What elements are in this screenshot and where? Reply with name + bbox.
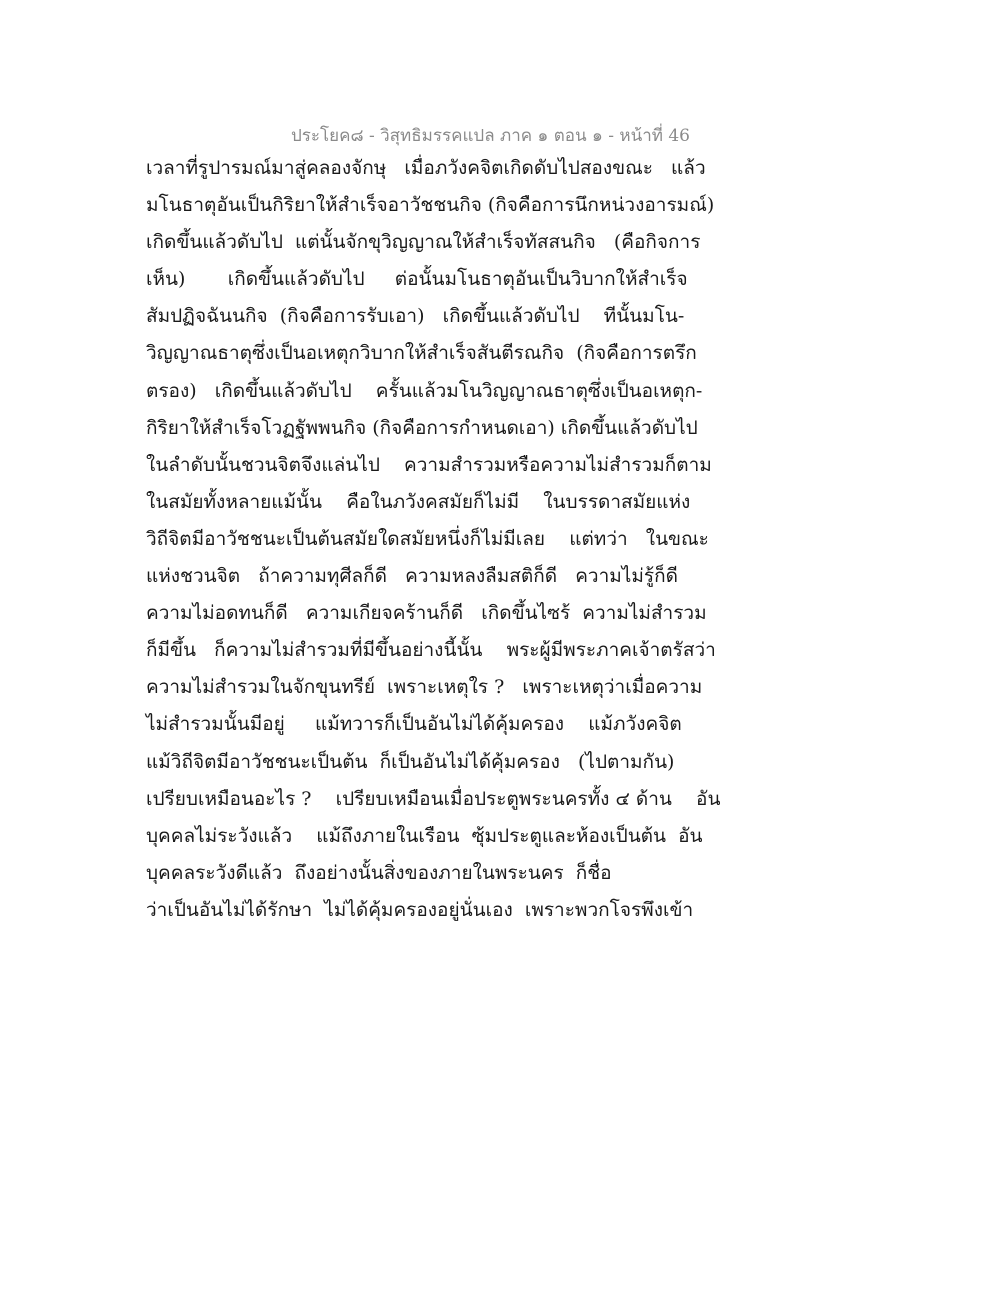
text-line: ความไม่สำรวมในจักขุนทรีย์ เพราะเหตุใร ? เพราะเหตุว่าเมื่อความ [146,676,703,699]
text-line: ในลำดับนั้นชวนจิตจึงแล่นไป ความสำรวมหรือความไม่สำรวมก็ตาม [146,453,712,476]
text-line: บุคคลไม่ระวังแล้ว แม้ถึงภายในเรือน ซุ้มประตูและห้องเป็นต้น อัน [146,824,703,847]
text-line: บุคคลระวังดีแล้ว ถึงอย่างนั้นสิ่งของภายในพระนคร ก็ชื่อ [146,861,612,884]
text-line: กิริยาให้สำเร็จโวฏฐัพพนกิจ (กิจคือการกำหนดเอา) เกิดขึ้นแล้วดับไป [146,416,698,439]
text-line: ไม่สำรวมนั้นมีอยู่ แม้ทวารก็เป็นอันไม่ได้คุ้มครอง แม้ภวังคจิต [146,713,682,736]
text-line: วิถีจิตมีอาวัชชนะเป็นต้นสมัยใดสมัยหนึ่งก็ไม่มีเลย แต่ทว่า ในขณะ [146,527,709,550]
running-header: ประโยค๘ - วิสุทธิมรรคแปล ภาค ๑ ตอน ๑ - หน้าที่ 46 [290,126,690,146]
text-line: สัมปฏิจฉันนกิจ (กิจคือการรับเอา) เกิดขึ้นแล้วดับไป ทีนั้นมโน- [146,305,685,328]
text-line: เวลาที่รูปารมณ์มาสู่คลองจักษุ เมื่อภวังคจิตเกิดดับไปสองขณะ แล้ว [146,157,706,179]
text-line: เกิดขึ้นแล้วดับไป แต่นั้นจักขุวิญญาณให้สำเร็จทัสสนกิจ (คือกิจการ [146,231,701,254]
text-line: แม้วิถีจิตมีอาวัชชนะเป็นต้น ก็เป็นอันไม่ได้คุ้มครอง (ไปตามกัน) [146,750,675,773]
text-line: ความไม่อดทนก็ดี ความเกียจคร้านก็ดี เกิดขึ้นไซร้ ความไม่สำรวม [146,602,707,625]
text-line: วิญญาณธาตุซึ่งเป็นอเหตุกวิบากให้สำเร็จสันตีรณกิจ (กิจคือการตรึก [146,342,697,365]
text-line: แห่งชวนจิต ถ้าความทุศีลก็ดี ความหลงลืมสติก็ดี ความไม่รู้ก็ดี [146,565,678,588]
text-line: เปรียบเหมือนอะไร ? เปรียบเหมือนเมื่อประตูพระนครทั้ง ๔ ด้าน อัน [146,787,721,810]
text-line: ตรอง) เกิดขึ้นแล้วดับไป ครั้นแล้วมโนวิญญาณธาตุซึ่งเป็นอเหตุก- [146,379,703,402]
text-line: มโนธาตุอันเป็นกิริยาให้สำเร็จอาวัชชนกิจ (กิจคือการนึกหน่วงอารมณ์) [146,194,715,217]
text-line: ในสมัยทั้งหลายแม้นั้น คือในภวังคสมัยก็ไม่มี ในบรรดาสมัยแห่ง [146,490,691,513]
text-line: ก็มีขึ้น ก็ความไม่สำรวมที่มีขึ้นอย่างนี้นั้น พระผู้มีพระภาคเจ้าตรัสว่า [146,639,716,662]
body-text [146,150,746,929]
text-line: ว่าเป็นอันไม่ได้รักษา ไม่ได้คุ้มครองอยู่นั่นเอง เพราะพวกโจรพึงเข้า [146,898,694,921]
text-line: เห็น) เกิดขึ้นแล้วดับไป ต่อนั้นมโนธาตุอันเป็นวิบากให้สำเร็จ [146,268,688,291]
